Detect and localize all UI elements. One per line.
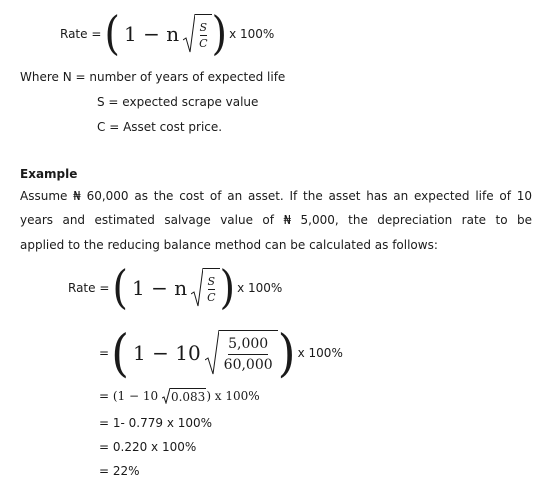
where-line-n: Where N = number of years of expected life [20,70,286,84]
one-minus-ten: 1 − 10 [133,341,201,365]
rate-formula-substituted [99,323,343,383]
fraction-numerator: S [199,20,208,34]
fraction-5000-over-60000 [221,337,276,372]
fraction-s-over-c [205,276,217,303]
fraction-numerator: S [207,274,216,288]
times-100-percent: x 100% [237,281,283,295]
rate-formula [60,7,275,61]
square-root [183,14,211,54]
rate-label: Rate = [60,27,102,41]
rate-label: Rate = [68,281,110,295]
fraction-denominator: C [199,36,208,50]
step-3: = 0.220 x 100% [99,440,197,454]
where-line-s: S = expected scrape value [97,95,259,109]
step-4: = 22% [99,464,140,478]
example-heading: Example [20,167,78,181]
step-1-suffix: ) x 100% [206,389,260,403]
step-2: = 1- 0.779 x 100% [99,416,213,430]
open-parenthesis: ( [111,323,130,383]
square-root [162,388,206,404]
radical-sign-icon [162,388,170,404]
one-minus-n: 1 − n [132,276,188,300]
radical-sign-icon [183,14,195,54]
close-parenthesis: ) [277,323,296,383]
fraction-s-over-c [197,22,209,49]
close-parenthesis: ) [211,7,228,61]
where-line-c: C = Asset cost price. [97,120,223,134]
open-parenthesis: ( [112,261,128,315]
one-minus-n: 1 − n [124,22,180,46]
radical-sign-icon [191,268,203,308]
step-1-prefix: = (1 − 10 [99,389,162,403]
times-100-percent: x 100% [229,27,275,41]
example-paragraph-line-1: Assume ₦ 60,000 as the cost of an asset. If the asset has an expected life of 10 [20,189,532,203]
rate-formula-example [68,261,283,315]
fraction-denominator: C [207,290,216,304]
step-1 [99,386,260,406]
fraction-denominator: 60,000 [223,356,273,373]
square-root [191,268,219,308]
square-root [205,330,278,376]
example-paragraph-line-2: years and estimated salvage value of ₦ 5,000, the depreciation rate to be [20,213,532,227]
times-100-percent: x 100% [297,346,343,360]
fraction-numerator: 5,000 [228,337,268,355]
step-1-radicand: 0.083 [170,389,206,404]
equals-sign: = [99,346,110,360]
open-parenthesis: ( [104,7,120,61]
example-paragraph-line-3: applied to the reducing balance method can be calculated as follows: [20,238,438,252]
close-parenthesis: ) [219,261,236,315]
radical-sign-icon [205,330,219,376]
